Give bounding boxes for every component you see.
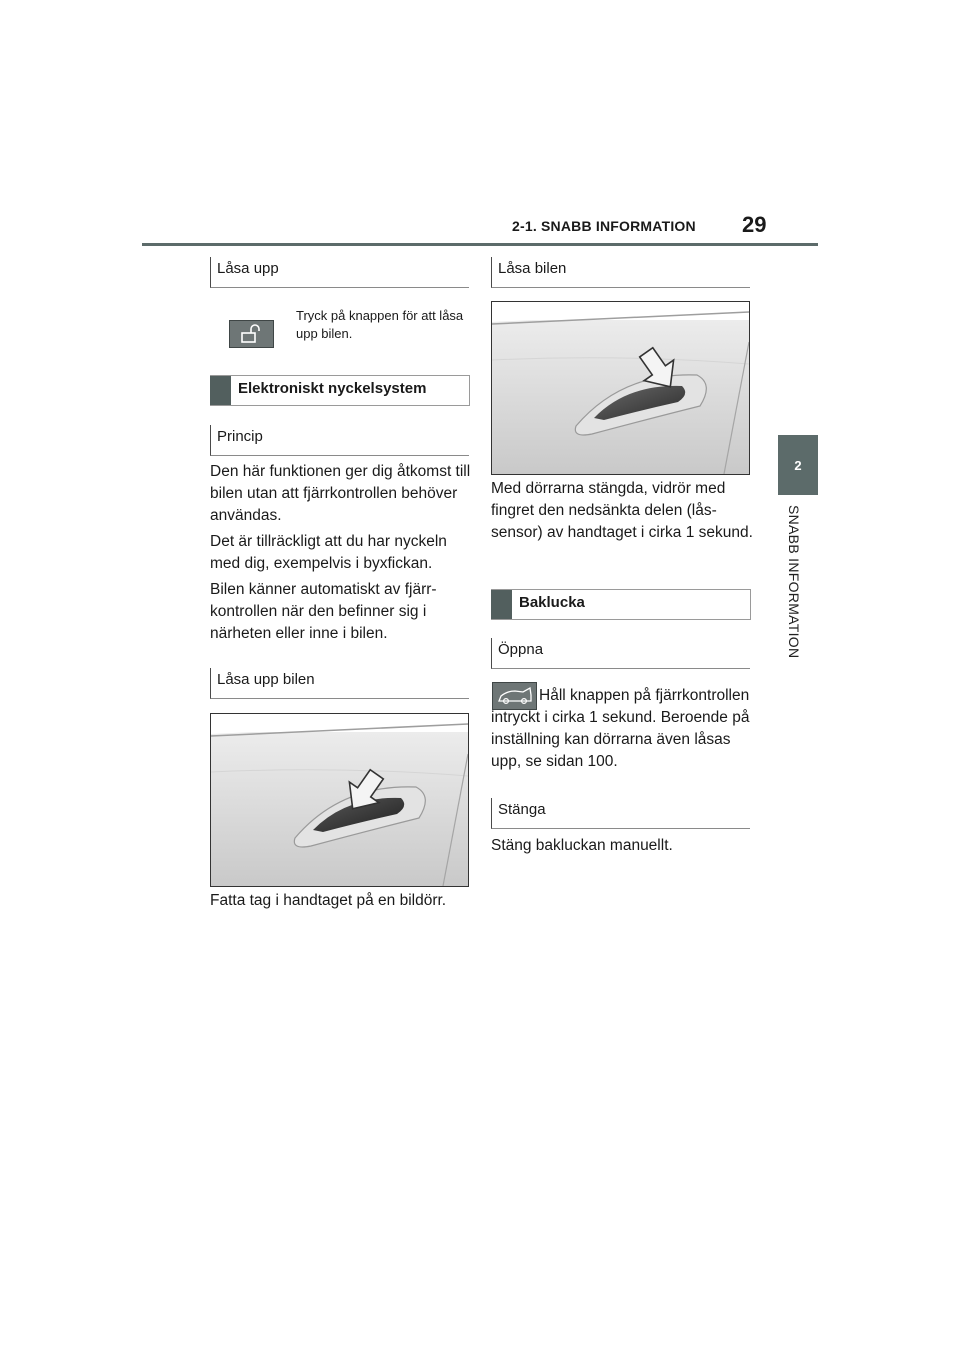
unlock-heading-text: Låsa upp (217, 260, 279, 277)
section-heading-electronic-key (210, 375, 470, 406)
paragraph: Bilen känner automatiskt av fjärrkontrollen när den befinner sig i närheten eller inne i bilen. (210, 581, 437, 642)
unlock-icon (229, 320, 274, 348)
heading-block-marker (491, 590, 512, 619)
door-handle-figure-lock (491, 301, 750, 475)
close-heading-text: Stänga (498, 801, 546, 818)
close-text: Stäng bakluckan manuellt. (491, 837, 673, 854)
paragraph: Den här funktionen ger dig åtkomst till bilen utan att fjärrkontrollen behöver användas. (210, 463, 471, 524)
heading-block-marker (210, 376, 231, 405)
section-heading-text: Elektroniskt nyckelsystem (238, 380, 427, 397)
principle-heading (210, 425, 469, 456)
lock-heading-text: Låsa bilen (498, 260, 567, 277)
open-heading-text: Öppna (498, 641, 544, 658)
lock-heading (491, 257, 750, 288)
unlock-heading (210, 257, 469, 288)
chapter-side-label (778, 505, 818, 675)
chapter-label: SNABB INFORMATION (786, 505, 802, 659)
open-text: Håll knappen på fjärrkontrollen intryckt i cirka 1 sekund. Beroende på inställning kan dörrarna även låsas upp, se sidan 100. (491, 687, 750, 770)
section-heading-trunk (491, 589, 751, 620)
figure-caption: Fatta tag i handtaget på en bildörr. (210, 892, 447, 909)
chapter-number: 2 (794, 457, 802, 473)
close-heading (491, 798, 750, 829)
lock-text: Med dörrarna stängda, vidrör med fingret den nedsänkta delen (låssensor) av handtaget i cirka 1 sekund. (491, 480, 753, 541)
principle-heading-text: Princip (217, 428, 263, 445)
page-number: 29 (742, 212, 767, 237)
section-heading-text: Baklucka (519, 594, 585, 611)
header-rule (142, 243, 818, 246)
unlock-button-text: Tryck på knappen för att låsa upp bilen. (296, 308, 464, 341)
chapter-tab[interactable] (778, 435, 818, 495)
unlock-car-heading (210, 668, 469, 699)
open-heading (491, 638, 750, 669)
unlock-car-heading-text: Låsa upp bilen (217, 671, 315, 688)
section-title: 2-1. SNABB INFORMATION (512, 218, 696, 234)
door-handle-figure-unlock (210, 713, 469, 887)
paragraph: Det är tillräckligt att du har nyckeln med dig, exempelvis i byxfickan. (210, 533, 447, 572)
